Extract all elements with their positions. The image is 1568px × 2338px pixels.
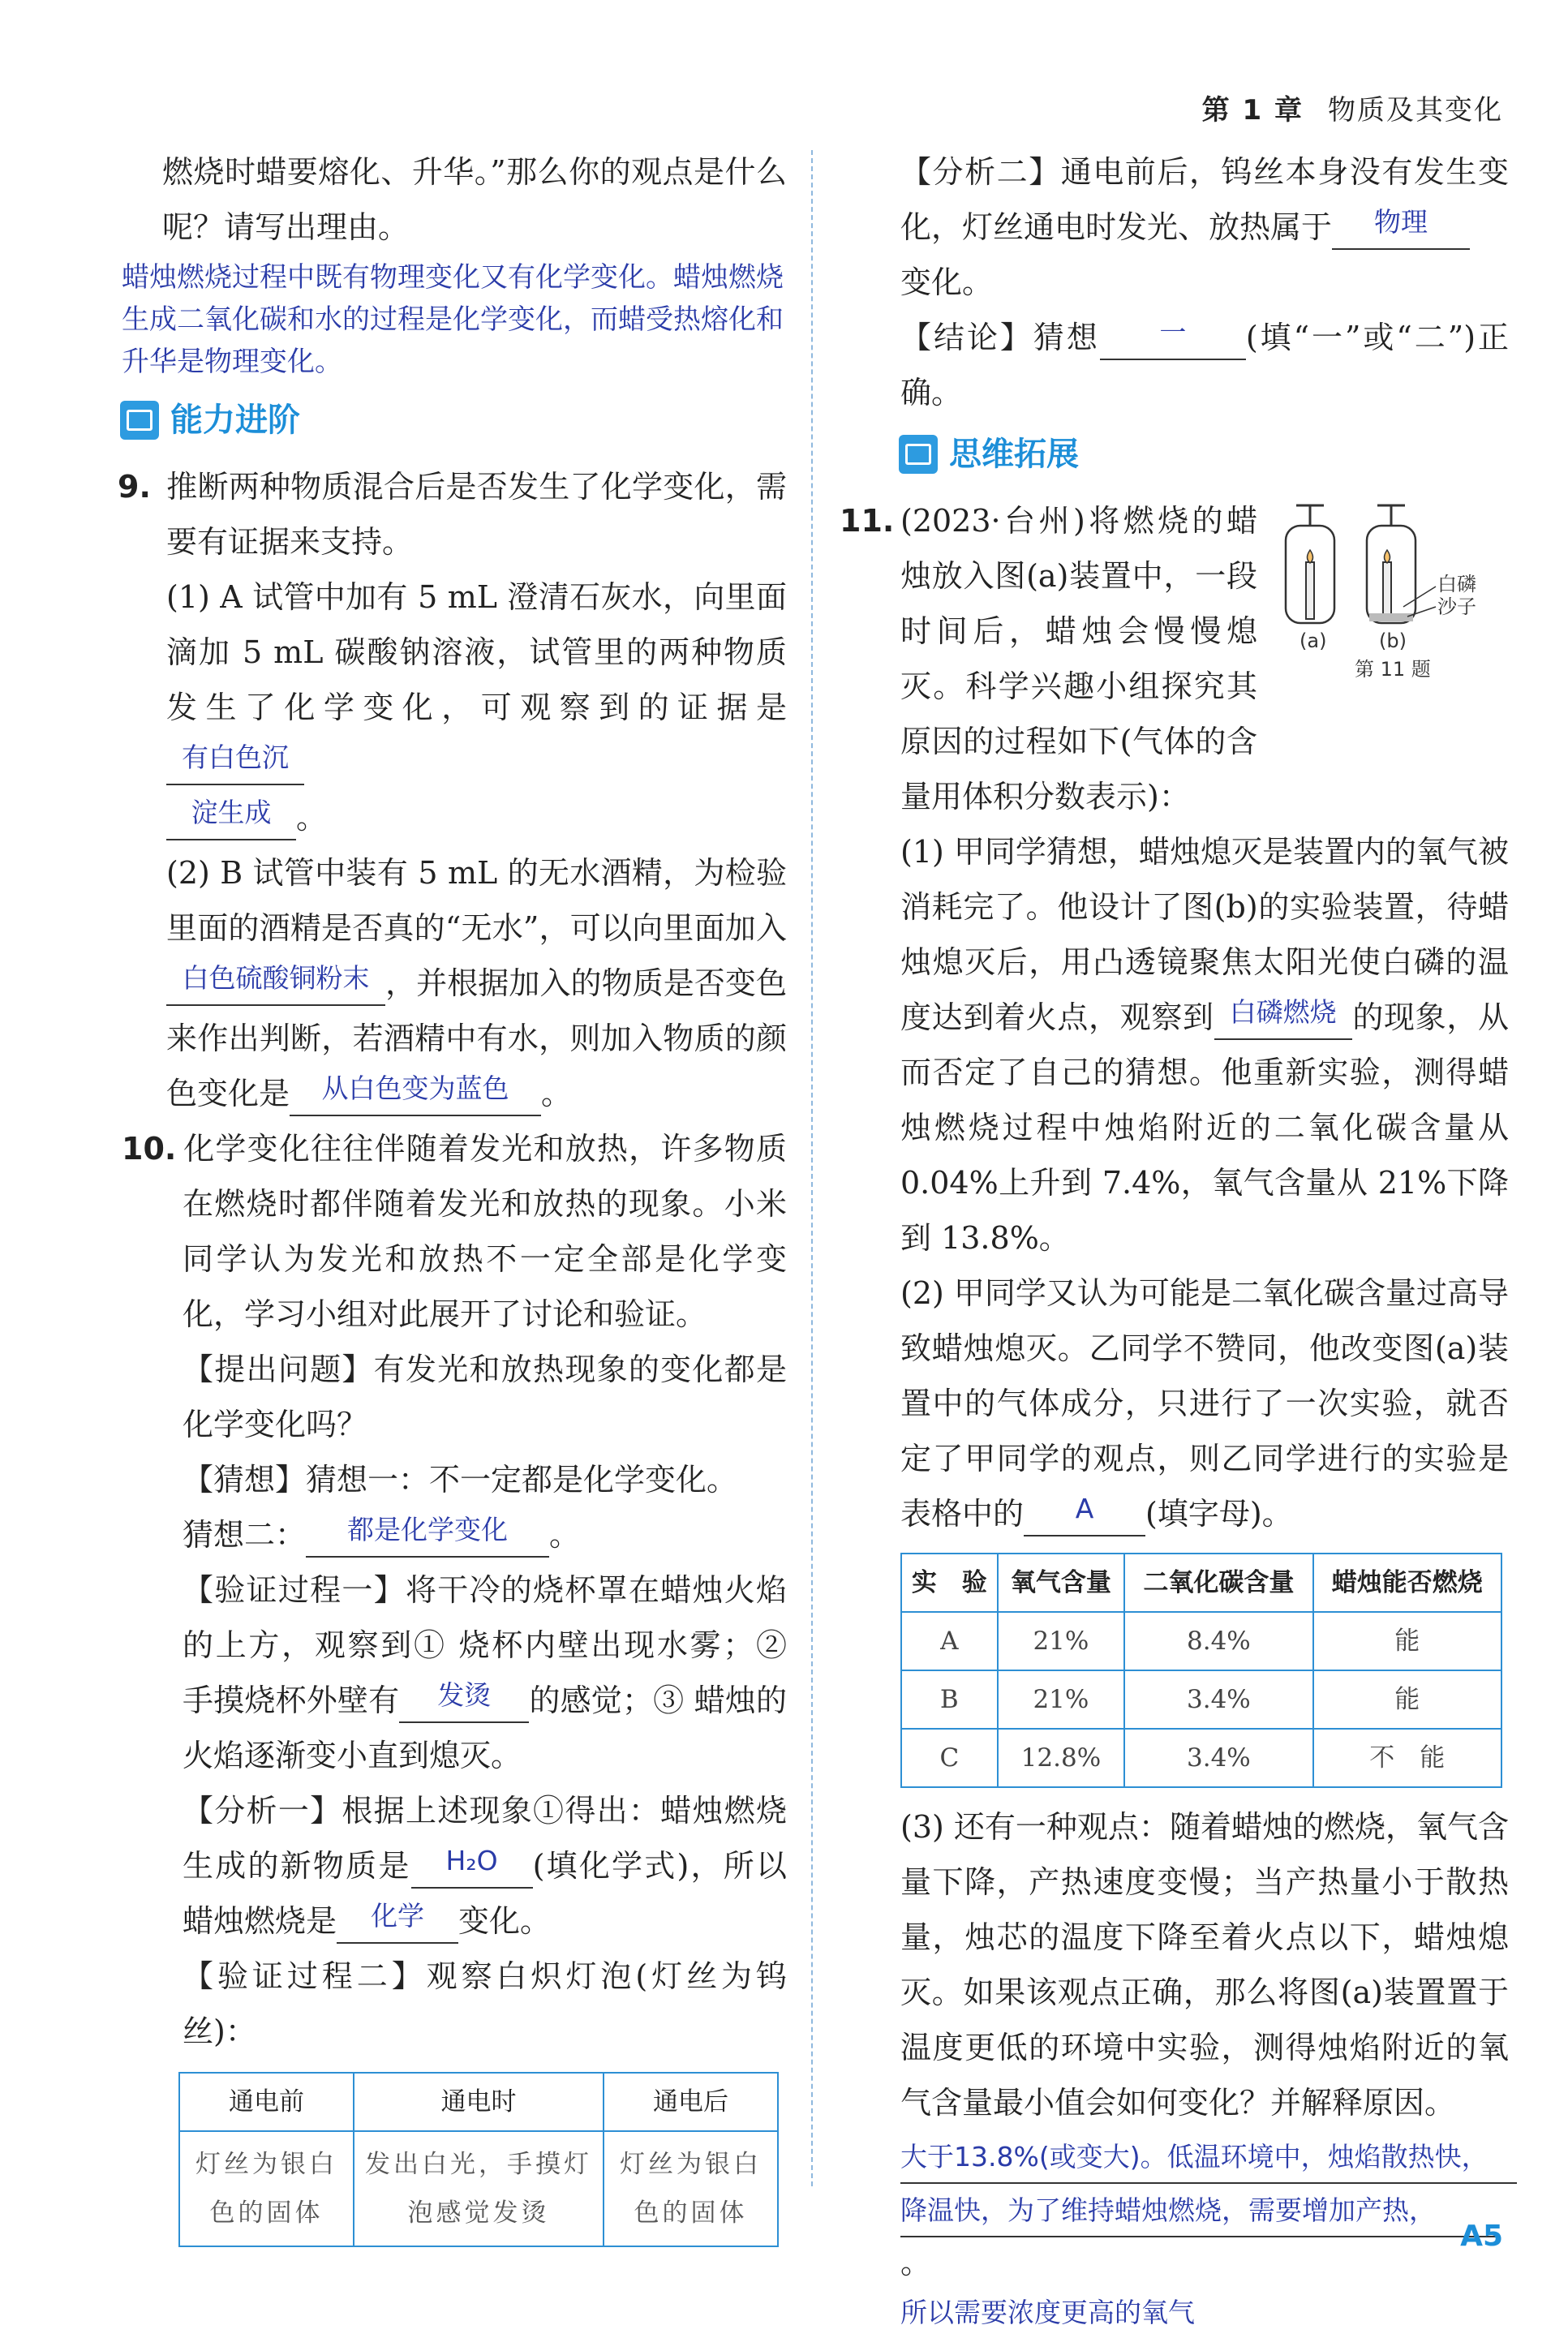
fig-caption: 第 11 题	[1355, 658, 1431, 680]
q11-answer2: A	[1075, 1493, 1094, 1524]
section-title: 能力进阶	[170, 402, 300, 439]
table-cell: 8.4%	[1124, 1612, 1312, 1670]
q11-part2: (2) 甲同学又认为可能是二氧化碳含量过高导致蜡烛熄灭。乙同学不赞同，他改变图(a)装置中的气体成分，只进行了一次实验，就否定了甲同学的观点，则乙同学进行的实验是表格中的	[900, 1275, 1509, 1532]
left-column	[118, 144, 787, 2247]
q11-stem: (2023·台州)将燃烧的蜡烛放入图(a)装置中，一段时间后，蜡烛会慢慢熄灭。科学兴趣小组探究其原因的过程如下(气体的含量用体积分数表示)：	[900, 503, 1257, 814]
q10-analysis1-answer: H₂O	[445, 1845, 498, 1876]
table-cell: 3.4%	[1124, 1729, 1312, 1787]
q11-answer3-line3: 所以需要浓度更高的氧气	[900, 2297, 1195, 2328]
table-cell: 21%	[998, 1612, 1125, 1670]
q11-answer1: 白磷燃烧	[1229, 996, 1337, 1028]
table-header: 通电后	[604, 2073, 778, 2131]
q10-number: 10.	[122, 1131, 177, 1167]
q9-stem: 推断两种物质混合后是否发生了化学变化，需要有证据来支持。	[166, 469, 787, 560]
section-thinking	[899, 428, 1509, 480]
q10-verify2: 【验证过程二】观察白炽灯泡(灯丝为钨丝)：	[183, 1958, 787, 2049]
q10-analysis1-end: 变化。	[458, 1903, 552, 1939]
question-9	[118, 459, 787, 1121]
q11-part2-post: (填字母)。	[1145, 1496, 1293, 1532]
q10-guess2-end: 。	[549, 1517, 581, 1553]
q11-part1: (1) 甲同学猜想，蜡烛熄灭是装置内的氧气被消耗完了。他设计了图(b)的实验装置，待蜡烛熄灭后，用凸透镜聚焦太阳光使白磷的温度达到着火点，观察到	[900, 834, 1509, 1035]
q9-answer2: 白色硫酸铜粉末	[182, 962, 370, 994]
page-header	[1202, 88, 1503, 127]
table-header: 二氧化碳含量	[1124, 1554, 1312, 1612]
q9-part2-end: 。	[541, 1076, 573, 1111]
table-row	[901, 1670, 1501, 1729]
conclusion-answer: 一	[1159, 316, 1187, 348]
chapter-label: 第 1 章	[1201, 94, 1304, 127]
conclusion-post: (填“一”或“二”)正确。	[900, 320, 1509, 410]
table-cell: 不 能	[1313, 1729, 1501, 1787]
q10-guess2-answer: 都是化学变化	[347, 1514, 509, 1545]
chapter-title: 物质及其变化	[1328, 94, 1503, 127]
q10-question: 【提出问题】有发光和放热现象的变化都是化学变化吗？	[183, 1352, 787, 1442]
q9-part1-end: 。	[296, 800, 328, 836]
q11-answer3-line1: 大于13.8%(或变大)。低温环境中，烛焰散热快，	[900, 2132, 1517, 2184]
fig-label-b: (b)	[1379, 630, 1407, 652]
question-10	[122, 1121, 787, 2059]
table-header: 实 验	[901, 1554, 998, 1612]
q11-answer3-line2: 降温快，为了维持蜡烛燃烧，需要增加产热，	[900, 2185, 1501, 2237]
q11-answer3-end: 。	[900, 2245, 932, 2280]
table-cell: B	[901, 1670, 998, 1729]
column-divider	[811, 150, 813, 2186]
table-cell: 3.4%	[1124, 1670, 1312, 1729]
q9-part2a: (2) B 试管中装有 5 mL 的无水酒精，为检验里面的酒精是否真的“无水”，可以向里面加入	[166, 855, 787, 946]
q8-answer: 蜡烛燃烧过程中既有物理变化又有化学变化。蜡烛燃烧生成二氧化碳和水的过程是化学变化，而蜡受热熔化和升华是物理变化。	[122, 261, 784, 378]
table-cell: 灯丝为银白色的固体	[179, 2131, 354, 2246]
table-cell: A	[901, 1612, 998, 1670]
bulb-table	[178, 2072, 779, 2247]
q9-answer3: 从白色变为蓝色	[321, 1072, 509, 1104]
table-header: 蜡烛能否燃烧	[1313, 1554, 1501, 1612]
table-header: 通电时	[354, 2073, 604, 2131]
q11-part3: (3) 还有一种观点：随着蜡烛的燃烧，氧气含量下降，产热速度变慢；当产热量小于散热量，烛芯的温度下降至着火点以下，蜡烛熄灭。如果该观点正确，那么将图(a)装置置于温度更低的环境中实验，测得烛焰附近的氧气含量最小值会如何变化？并解释原因。	[900, 1809, 1509, 2121]
gas-table	[900, 1553, 1502, 1788]
q10-verify1-post: 的感觉；③ 蜡烛的火焰逐渐变小直到熄灭。	[183, 1683, 787, 1773]
q11-figure	[1282, 493, 1517, 680]
table-cell: 能	[1313, 1612, 1501, 1670]
table-cell: 21%	[998, 1670, 1125, 1729]
table-header: 氧气含量	[998, 1554, 1125, 1612]
table-cell: 12.8%	[998, 1729, 1125, 1787]
q10-verify1-answer: 发烫	[437, 1679, 492, 1711]
q9-answer1b: 淀生成	[191, 797, 272, 828]
pencil-icon	[899, 435, 938, 474]
table-cell: 发出白光，手摸灯泡感觉发烫	[354, 2131, 604, 2246]
q10-analysis1: 【分析一】根据上述现象①得出：蜡烛燃烧生成的新物质是	[183, 1793, 787, 1884]
q9-part1: (1) A 试管中加有 5 mL 澄清石灰水，向里面滴加 5 mL 碳酸钠溶液，试管里的两种物质发生了化学变化，可观察到的证据是	[166, 579, 787, 725]
fig-label-sand: 沙子	[1437, 595, 1476, 618]
question-11	[840, 493, 1509, 2338]
q11-number: 11.	[840, 503, 895, 539]
q9-part2b: ，并根据加入的物质是否变色来作出判断，若酒精中有水，则加入物质的颜色变化是	[166, 965, 787, 1111]
page-number: A5	[1460, 2220, 1503, 2253]
right-column	[840, 144, 1509, 2338]
q10-analysis1-mid: (填化学式)，所以蜡烛燃烧是	[183, 1848, 787, 1939]
q10-analysis1-answer2: 化学	[371, 1900, 425, 1932]
q10-verify1: 【验证过程一】将干冷的烧杯罩在蜡烛火焰的上方，观察到① 烧杯内壁出现水雾；② 手摸烧杯外壁有	[183, 1572, 787, 1718]
table-cell: 灯丝为银白色的固体	[604, 2131, 778, 2246]
analysis2-answer: 物理	[1374, 206, 1428, 238]
table-cell: 能	[1313, 1670, 1501, 1729]
q9-answer1a: 有白色沉	[182, 741, 289, 773]
pencil-icon	[120, 401, 159, 440]
q10-stem: 化学变化往往伴随着发光和放热，许多物质在燃烧时都伴随着发光和放热的现象。小米同学认为发光和放热不一定全部是化学变化，学习小组对此展开了讨论和验证。	[183, 1131, 787, 1332]
fig-label-a: (a)	[1300, 630, 1327, 652]
section-title: 思维拓展	[949, 436, 1079, 473]
q10-guess2-label: 猜想二：	[183, 1517, 307, 1553]
q11-stem-head	[900, 493, 1257, 824]
table-row	[901, 1729, 1501, 1787]
conclusion: 【结论】猜想	[900, 320, 1100, 355]
fig-label-phosphorus: 白磷	[1437, 573, 1476, 595]
jar-a-icon	[1286, 505, 1334, 623]
q8-continuation: 燃烧时蜡要熔化、升华。”那么你的观点是什么呢？请写出理由。	[162, 154, 787, 245]
section-ability	[120, 394, 787, 446]
table-row	[901, 1612, 1501, 1670]
analysis2: 【分析二】通电前后，钨丝本身没有发生变化，灯丝通电时发光、放热属于	[900, 154, 1509, 245]
q10-guess1: 【猜想】猜想一：不一定都是化学变化。	[183, 1462, 738, 1498]
analysis2-end: 变化。	[900, 264, 994, 300]
jar-b-icon	[1367, 505, 1436, 623]
table-header: 通电前	[179, 2073, 354, 2131]
q11-part1-post: 的现象，从而否定了自己的猜想。他重新实验，测得蜡烛燃烧过程中烛焰附近的二氧化碳含量从 0.04%上升到 7.4%，氧气含量从 21%下降到 13.8%。	[900, 999, 1509, 1256]
table-cell: C	[901, 1729, 998, 1787]
q9-number: 9.	[118, 469, 151, 505]
